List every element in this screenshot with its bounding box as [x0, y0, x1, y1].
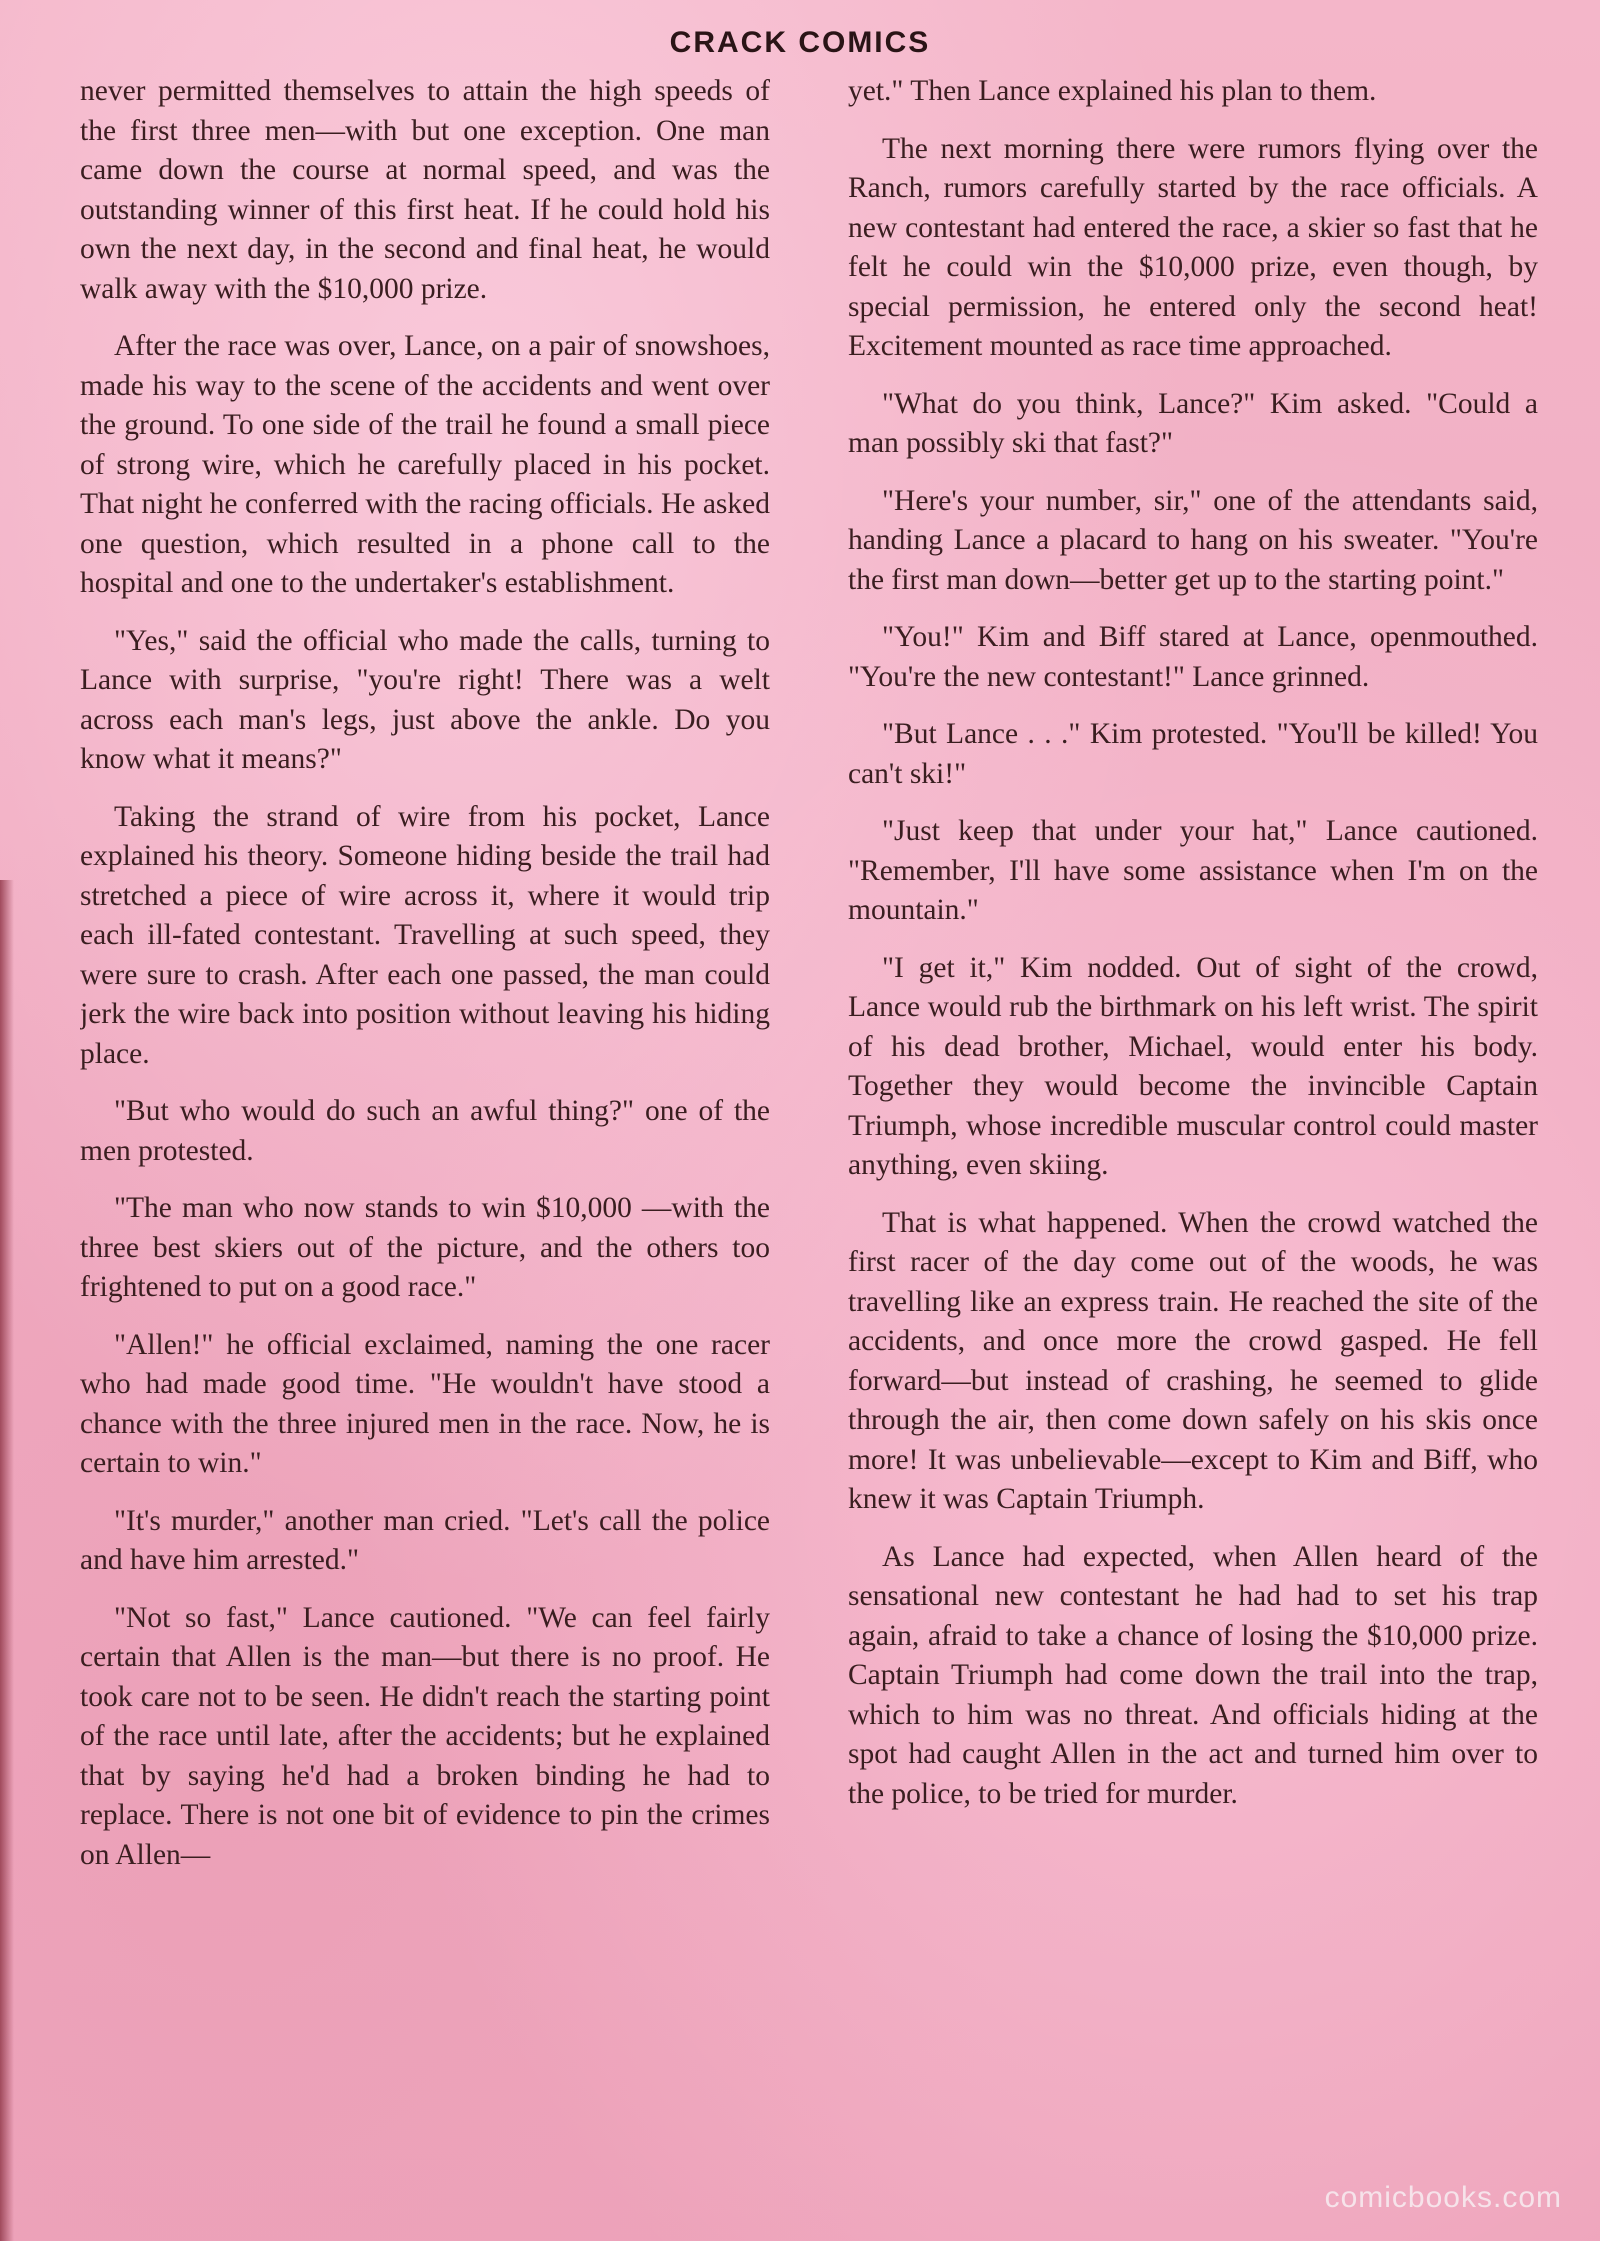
story-paragraph: "But Lance . . ." Kim protested. "You'll be killed! You can't ski!" — [848, 718, 1538, 790]
story-paragraph: Taking the strand of wire from his pocket, Lance explained his theory. Someone hiding beside the trail had stretched a piece of wire across it, where it would trip each ill-fated contestant. Travelling at such speed, they were sure to crash. After each one passed, the man could jerk the wire back into position without leaving his hiding place. — [80, 800, 770, 1070]
page-header: CRACK COMICS — [669, 26, 931, 59]
story-paragraph: "Not so fast," Lance cautioned. "We can feel fairly certain that Allen is the man—but there is no proof. He took care not to be seen. He didn't reach the starting point of the race until late, after the accidents; but he explained that by saying he'd had a broken binding he had to replace. There is not one bit of evidence to pin the crimes on Allen— — [80, 1601, 770, 1871]
story-paragraph: After the race was over, Lance, on a pair of snowshoes, made his way to the scene of the accidents and went over the ground. To one side of the trail he found a small piece of strong wire, which he carefully placed in his pocket. That night he conferred with the racing officials. He asked one question, which resulted in a phone call to the hospital and one to the undertaker's establishment. — [80, 330, 770, 599]
story-paragraph: "But who would do such an awful thing?" one of the men protested. — [80, 1095, 770, 1167]
story-paragraph: "What do you think, Lance?" Kim asked. "Could a man possibly ski that fast?" — [848, 387, 1538, 459]
story-paragraph: As Lance had expected, when Allen heard of the sensational new contestant he had had to set his trap again, afraid to take a chance of losing the $10,000 prize. Captain Triumph had come down the trail into the trap, which to him was no threat. And officials hiding at the spot had caught Allen in the act and turned him over to the police, to be tried for murder. — [848, 1540, 1538, 1810]
story-paragraph: "Allen!" he official exclaimed, naming the one racer who had made good time. "He wouldn't have stood a chance with the three injured men in the race. Now, he is certain to win." — [80, 1328, 770, 1479]
story-paragraph: That is what happened. When the crowd watched the first racer of the day come out of the woods, he was travelling like an express train. He reached the site of the accidents, and once more the crowd gasped. He fell forward—but instead of crashing, he seemed to glide through the air, then come down safely on his skis once more! It was unbelievable—except to Kim and Biff, who knew it was Captain Triumph. — [848, 1206, 1538, 1515]
page-edge-shadow — [0, 880, 14, 2241]
story-paragraph: yet." Then Lance explained his plan to them. — [848, 75, 1377, 107]
watermark-credit: comicbooks.com — [1324, 2181, 1562, 2214]
story-paragraph: never permitted themselves to attain the high speeds of the first three men—with but one exception. One man came down the course at normal speed, and was the outstanding winner of this first heat. If he could hold his own the next day, in the second and final heat, he would walk away with the $10,000 prize. — [80, 75, 770, 305]
story-paragraph: "The man who now stands to win $10,000 —with the three best skiers out of the picture, and the others too frightened to put on a good race." — [80, 1192, 770, 1303]
story-paragraph: "Just keep that under your hat," Lance cautioned. "Remember, I'll have some assistance when I'm on the mountain." — [848, 815, 1538, 926]
story-paragraph: "It's murder," another man cried. "Let's call the police and have him arrested." — [80, 1504, 770, 1576]
story-paragraph: "I get it," Kim nodded. Out of sight of the crowd, Lance would rub the birthmark on his left wrist. The spirit of his dead brother, Michael, would enter his body. Together they would become the invincible Captain Triumph, whose incredible muscular control could master anything, even skiing. — [848, 951, 1538, 1181]
left-text-column — [80, 72, 770, 2172]
story-paragraph: The next morning there were rumors flying over the Ranch, rumors carefully started by the race officials. A new contestant had entered the race, a skier so fast that he felt he could win the $10,000 prize, even though, by special permission, he entered only the second heat! Excitement mounted as race time approached. — [848, 132, 1538, 362]
right-text-column — [848, 72, 1538, 2172]
story-paragraph: "Yes," said the official who made the calls, turning to Lance with surprise, "you're right! There was a welt across each man's legs, just above the ankle. Do you know what it means?" — [80, 624, 770, 775]
story-paragraph: "You!" Kim and Biff stared at Lance, openmouthed. "You're the new contestant!" Lance grinned. — [848, 621, 1538, 693]
story-paragraph: "Here's your number, sir," one of the attendants said, handing Lance a placard to hang on his sweater. "You're the first man down—better get up to the starting point." — [848, 484, 1538, 596]
